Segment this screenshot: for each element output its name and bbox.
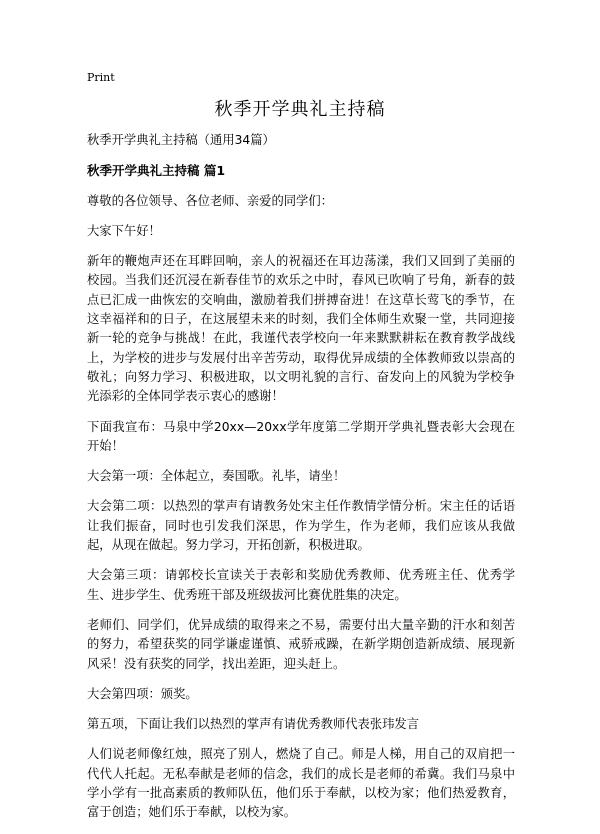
print-link[interactable]: Print: [87, 71, 115, 84]
teacher-tribute-paragraph: 人们说老师像红烛，照亮了别人，燃烧了自己。师是人梯，用自己的双肩把一代代人托起。无私奉献是老师的信念，我们的成长是老师的希冀。我们马泉中学小学有一批高素质的教师队伍，他们乐于奉献，以校为家；他们热爱教育，富于创造；她们乐于奉献，以校为家。: [87, 747, 515, 820]
section-heading: 秋季开学典礼主持稿 篇1: [87, 163, 226, 179]
document-body: [87, 131, 515, 834]
agenda-item-3-paragraph: 大会第三项：请郭校长宣读关于表彰和奖励优秀教师、优秀班主任、优秀学生、进步学生、优秀班干部及班级拔河比赛优胜集的决定。: [87, 568, 515, 602]
page-title: 秋季开学典礼主持稿: [214, 99, 386, 120]
agenda-item-4-paragraph: 大会第四项：颁奖。: [87, 686, 198, 701]
document-subtitle: 秋季开学典礼主持稿（通用34篇）: [87, 133, 275, 147]
salutation-paragraph: 尊敬的各位领导、各位老师、亲爱的同学们：: [87, 193, 333, 208]
announcement-paragraph: 下面我宣布：马泉中学20xx—20xx学年度第二学期开学典礼暨表彰大会现在开始！: [87, 419, 515, 453]
encouragement-paragraph: 老师们、同学们，优异成绩的取得来之不易，需要付出大量辛勤的汗水和刻苦的努力，希望获奖的同学谦虚谨慎、戒骄戒躁，在新学期创造新成绩、展现新风采！没有获奖的同学，找出差距，迎头赶上。: [87, 617, 515, 671]
agenda-item-1-paragraph: 大会第一项：全体起立，奏国歌。礼毕，请坐！: [87, 469, 346, 484]
opening-paragraph: 新年的鞭炮声还在耳畔回响，亲人的祝福还在耳边荡漾，我们又回到了美丽的校园。当我们还沉浸在新春佳节的欢乐之中时，春风已吹响了号角，新春的鼓点已汇成一曲恢宏的交响曲，激励着我们拼搏奋进！在这草长莺飞的季节，在这幸福祥和的日子，在这展望未来的时刻，我们全体师生欢聚一堂，共同迎接新一轮的竞争与挑战！在此，我谨代表学校向一年来默默耕耘在教育教学战线上，为学校的进步与发展付出辛苦劳动，取得优异成绩的全体教师致以崇高的敬礼；向努力学习、积极进取，以文明礼貌的言行、奋发向上的风貌为学校争光添彩的全体同学表示衷心的感谢！: [87, 254, 515, 404]
agenda-item-5-paragraph: 第五项，下面让我们以热烈的掌声有请优秀教师代表张玮发言: [87, 717, 420, 732]
agenda-item-2-paragraph: 大会第二项：以热烈的掌声有请教务处宋主任作教情学情分析。宋主任的话语让我们振奋，同时也引发我们深思，作为学生，作为老师，我们应该从我做起，从现在做起。努力学习，开拓创新，积极进取。: [87, 499, 515, 553]
greeting-paragraph: 大家下午好！: [87, 223, 161, 238]
